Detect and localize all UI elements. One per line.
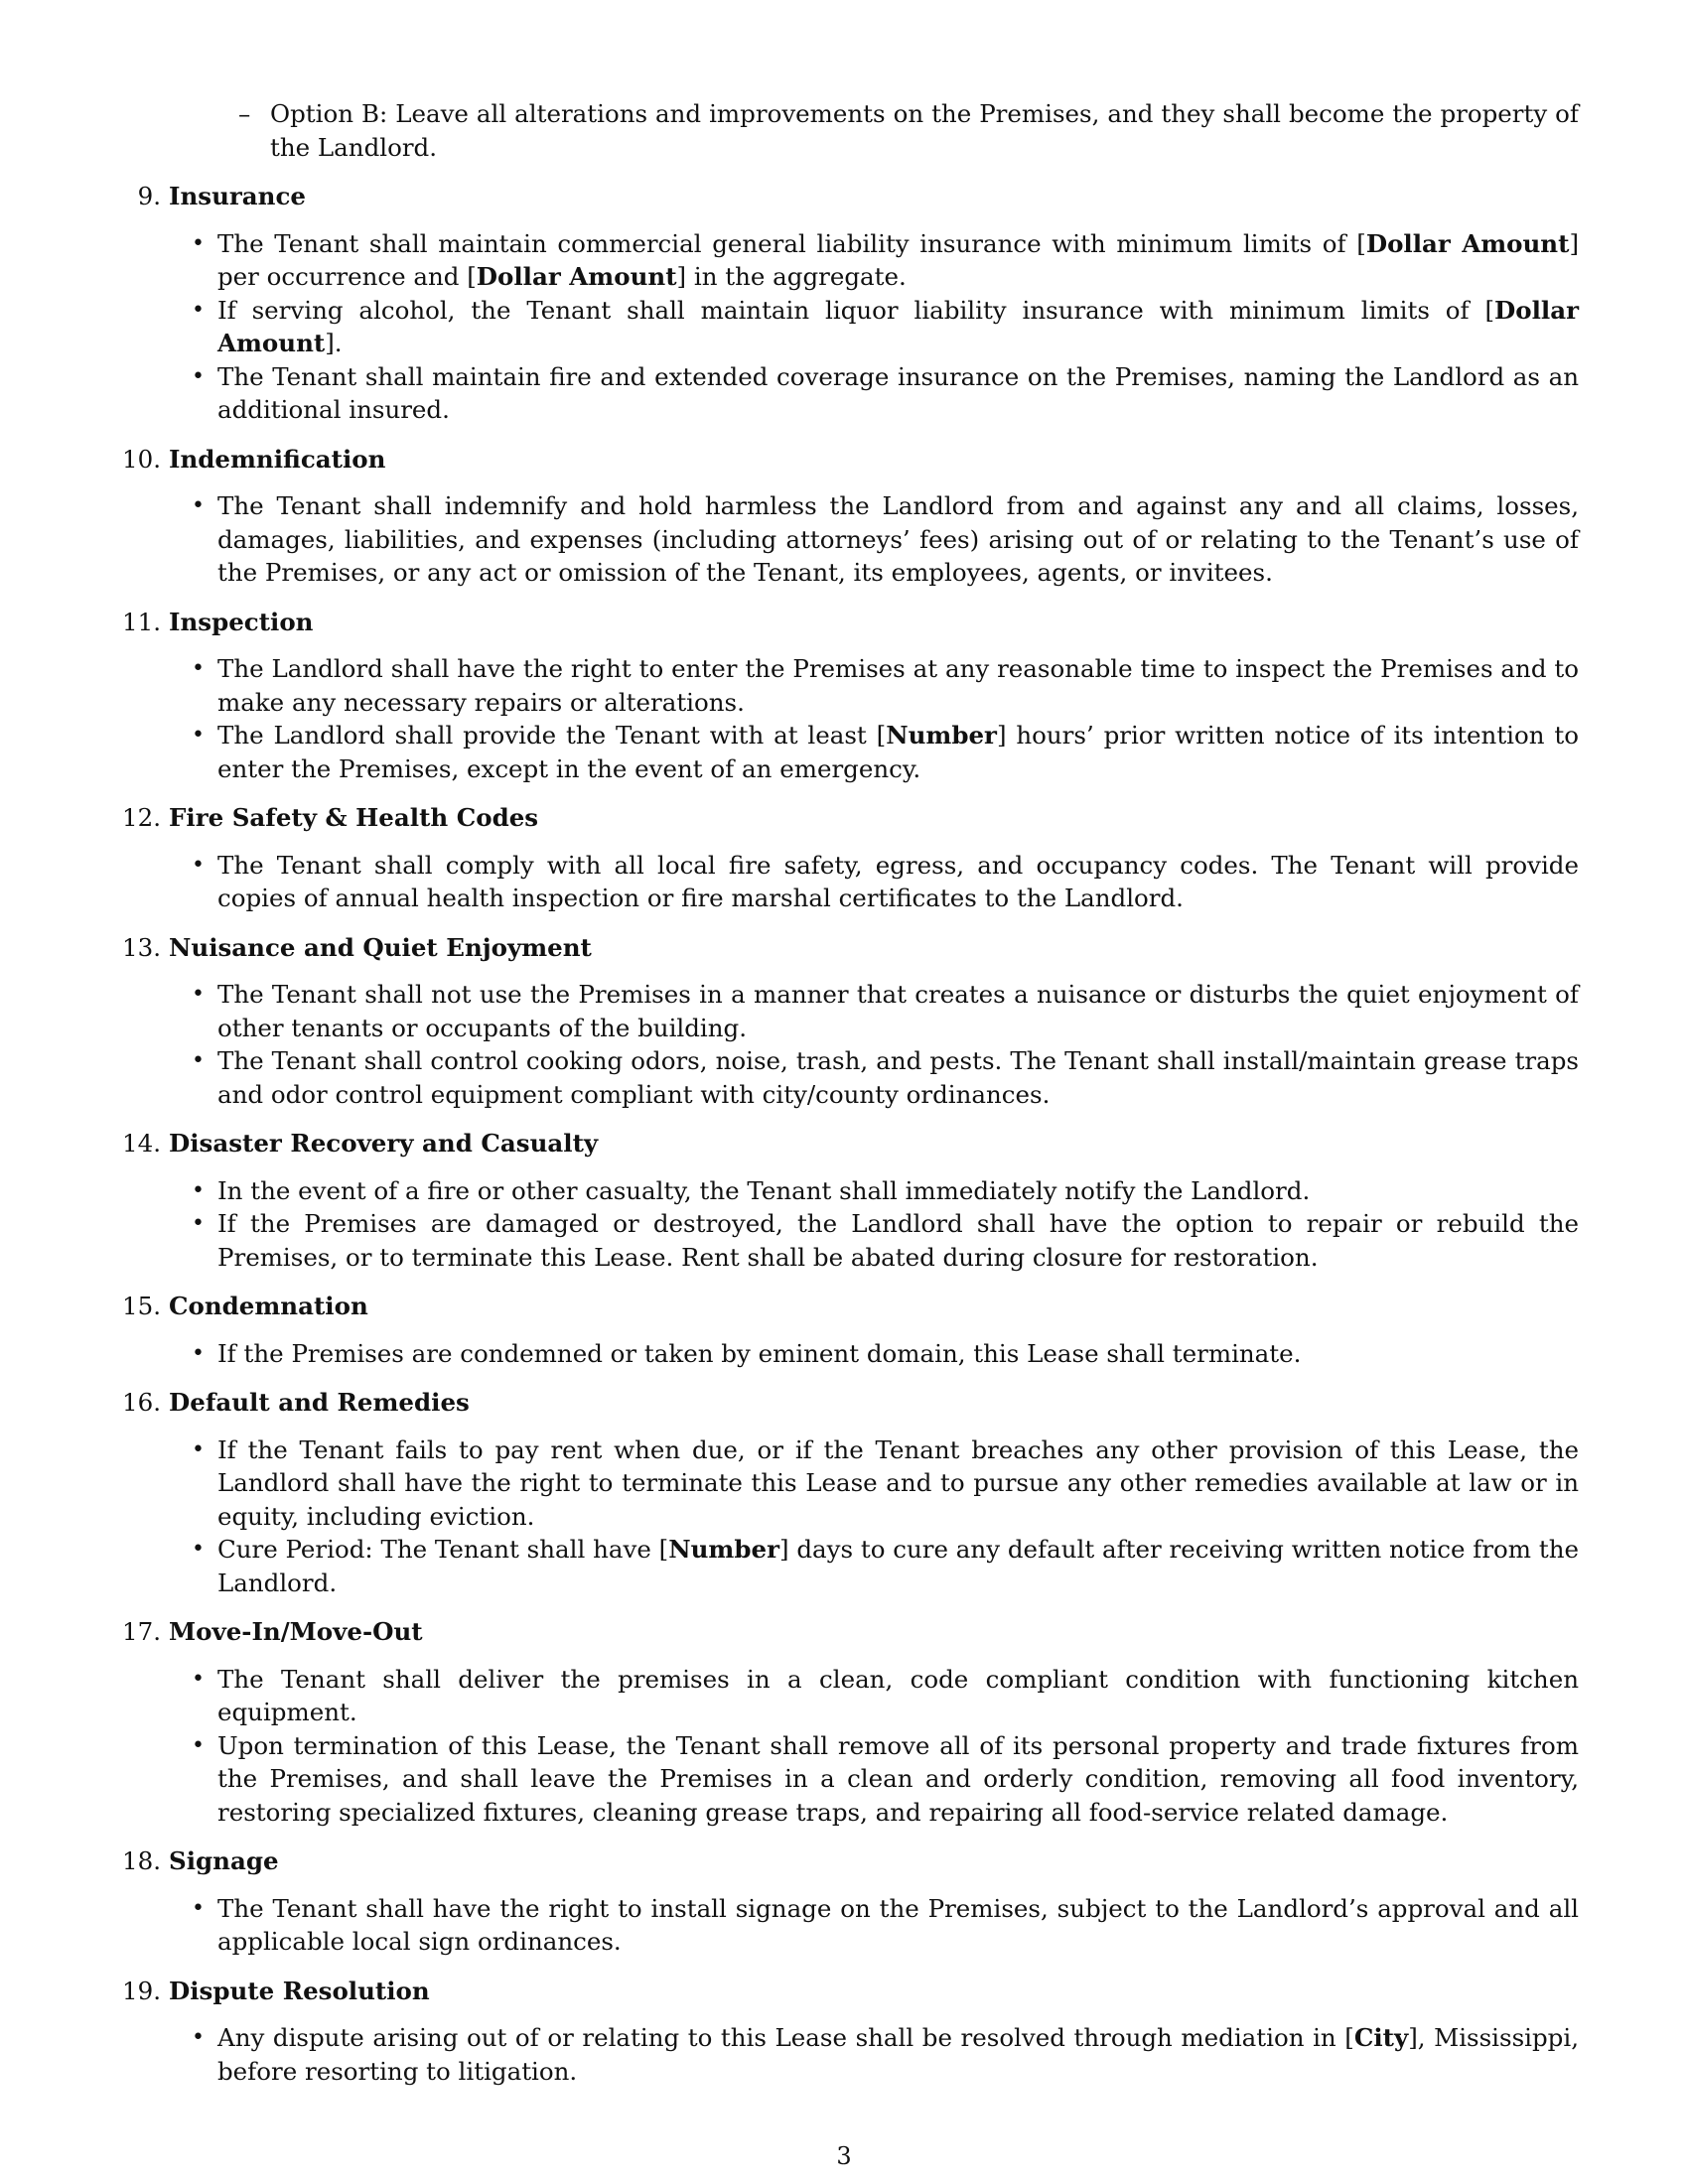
- list-item: [192, 1663, 1579, 1729]
- list-item-text: The Tenant shall have the right to install signage on the Premises, subject to the Landlord’s approval and all applicable local sign ordinances.: [217, 1893, 1579, 1956]
- text-run: The Landlord shall provide the Tenant with at least [: [217, 721, 887, 750]
- text-run: The Tenant shall maintain commercial general liability insurance with minimum limits of [: [217, 228, 1366, 258]
- option-b-line: [238, 97, 1579, 164]
- section-default-remedies: [109, 1386, 1579, 1599]
- list-item: [192, 489, 1579, 590]
- placeholder-dollar-amount: Dollar Amount: [1365, 228, 1570, 258]
- bullet-list: [109, 1433, 1579, 1600]
- list-item: [192, 849, 1579, 915]
- section-condemnation: [109, 1290, 1579, 1370]
- text-run: Cure Period: The Tenant shall have [: [217, 1535, 669, 1564]
- list-item: [192, 227, 1579, 294]
- section-title: Disaster Recovery and Casualty: [169, 1129, 599, 1158]
- bullet-marker: •: [192, 982, 205, 1007]
- list-item-text: If the Tenant fails to pay rent when due, or if the Tenant breaches any other provision of this Lease, the Landlord shall have the right to terminate this Lease and to pursue any other remedies available at law or in equity, including eviction.: [217, 1434, 1579, 1531]
- section-heading: [109, 1290, 1579, 1323]
- section-dispute-resolution: [109, 1975, 1579, 2089]
- section-number: 13.: [122, 932, 161, 962]
- section-number: 18.: [122, 1846, 161, 1875]
- bullet-list: [109, 849, 1579, 915]
- text-run: ] hours’ prior written notice of its intention to enter the Premises, except in the event of an emergency.: [217, 721, 1579, 783]
- list-item: [192, 294, 1579, 360]
- list-item-text: The Landlord shall have the right to enter the Premises at any reasonable time to inspect the Premises and to make any necessary repairs or alterations.: [217, 654, 1579, 717]
- bullet-marker: •: [192, 1537, 205, 1562]
- list-item: [192, 360, 1579, 427]
- section-title: Inspection: [169, 607, 314, 636]
- list-item-text: [217, 294, 1579, 360]
- section-title: Nuisance and Quiet Enjoyment: [169, 932, 592, 962]
- bullet-list: [109, 1337, 1579, 1371]
- section-number: 14.: [122, 1129, 161, 1158]
- option-b-text: Option B: Leave all alterations and improvements on the Premises, and they shall become the property of the Landlord.: [270, 99, 1579, 162]
- text-run: Any dispute arising out of or relating to this Lease shall be resolved through mediation in [: [217, 2023, 1354, 2052]
- section-indemnification: [109, 443, 1579, 590]
- section-heading: [109, 1844, 1579, 1878]
- placeholder-dollar-amount: Dollar Amount: [476, 262, 677, 291]
- list-item: [192, 2021, 1579, 2088]
- list-item: [192, 1892, 1579, 1959]
- list-item-text: If the Premises are condemned or taken by eminent domain, this Lease shall terminate.: [217, 1338, 1302, 1368]
- section-fire-safety: [109, 801, 1579, 915]
- section-heading: [109, 1386, 1579, 1420]
- bullet-list: [109, 2021, 1579, 2088]
- section-inspection: [109, 606, 1579, 786]
- list-item-text: The Tenant shall indemnify and hold harmless the Landlord from and against any and all claims, losses, damages, liabilities, and expenses (including attorneys’ fees) arising out of or relating to the Tenant’s use of the Premises, or any act or omission of the Tenant, its employees, agents, or invitees.: [217, 491, 1579, 587]
- bullet-list: [109, 489, 1579, 590]
- list-item: [192, 1729, 1579, 1830]
- section-number: 19.: [122, 1976, 161, 2005]
- section-title: Dispute Resolution: [169, 1976, 430, 2005]
- list-item-text: In the event of a fire or other casualty, the Tenant shall immediately notify the Landlord.: [217, 1175, 1311, 1205]
- section-title: Fire Safety & Health Codes: [169, 803, 539, 832]
- list-item: [192, 1533, 1579, 1599]
- section-heading: [109, 931, 1579, 965]
- list-item-text: Upon termination of this Lease, the Tenant shall remove all of its personal property and trade fixtures from the Premises, and shall leave the Premises in a clean and orderly condition, removing all food inventory, restoring specialized fixtures, cleaning grease traps, and repairing all food-service related damage.: [217, 1730, 1579, 1827]
- list-item: [192, 1174, 1579, 1208]
- bullet-marker: •: [192, 363, 205, 389]
- bullet-list: [109, 978, 1579, 1111]
- bullet-marker: •: [192, 656, 205, 681]
- bullet-list: [109, 652, 1579, 785]
- text-run: ], Mississippi, before resorting to litigation.: [217, 2023, 1579, 2086]
- section-heading: [109, 180, 1579, 213]
- bullet-marker: •: [192, 1895, 205, 1921]
- placeholder-number: Number: [668, 1535, 779, 1564]
- section-number: 9.: [137, 182, 161, 210]
- bullet-marker: •: [192, 1666, 205, 1692]
- section-title: Insurance: [169, 182, 306, 210]
- section-title: Indemnification: [169, 444, 386, 474]
- placeholder-city: City: [1353, 2023, 1409, 2052]
- section-number: 16.: [122, 1388, 161, 1417]
- list-item-text: The Tenant shall control cooking odors, noise, trash, and pests. The Tenant shall install/maintain grease traps and odor control equipment compliant with city/county ordinances.: [217, 1046, 1579, 1109]
- section-title: Default and Remedies: [169, 1388, 470, 1417]
- text-run: ] days to cure any default after receiving written notice from the Landlord.: [217, 1535, 1579, 1597]
- bullet-marker: •: [192, 1436, 205, 1462]
- text-run: ] per occurrence and [: [217, 228, 1580, 291]
- document-body: [109, 97, 1579, 2104]
- section-number: 12.: [122, 803, 161, 832]
- list-item: [192, 978, 1579, 1044]
- list-item-text: The Tenant shall comply with all local fire safety, egress, and occupancy codes. The Tenant will provide copies of annual health inspection or fire marshal certificates to the Landlord.: [217, 850, 1579, 912]
- list-item-text: [217, 719, 1579, 785]
- section-number: 17.: [122, 1617, 161, 1646]
- list-item: [192, 1433, 1579, 1534]
- text-run: If serving alcohol, the Tenant shall maintain liquor liability insurance with minimum limits of [: [217, 295, 1495, 325]
- section-title: Condemnation: [169, 1292, 368, 1320]
- bullet-marker: •: [192, 1732, 205, 1758]
- section-heading: [109, 606, 1579, 639]
- bullet-list: [109, 1174, 1579, 1275]
- placeholder-dollar-amount: Dollar Amount: [217, 295, 1579, 357]
- section-nuisance: [109, 931, 1579, 1112]
- section-disaster-recovery: [109, 1127, 1579, 1274]
- page-number: 3: [836, 2142, 852, 2170]
- section-signage: [109, 1844, 1579, 1959]
- text-run: ].: [325, 329, 343, 357]
- bullet-marker: •: [192, 230, 205, 256]
- bullet-marker: •: [192, 1211, 205, 1236]
- section-insurance: [109, 180, 1579, 427]
- bullet-marker: •: [192, 723, 205, 748]
- section-number: 15.: [122, 1292, 161, 1320]
- section-heading: [109, 1975, 1579, 2008]
- list-item: [192, 1207, 1579, 1274]
- text-run: ] in the aggregate.: [676, 262, 907, 291]
- dash-marker: –: [238, 99, 251, 128]
- section-heading: [109, 801, 1579, 835]
- list-item: [192, 719, 1579, 785]
- list-item-text: The Tenant shall not use the Premises in a manner that creates a nuisance or disturbs the quiet enjoyment of other tenants or occupants of the building.: [217, 980, 1579, 1042]
- section-title: Move-In/Move-Out: [169, 1617, 423, 1646]
- section-number: 10.: [122, 444, 161, 474]
- section-title: Signage: [169, 1846, 279, 1875]
- list-item-text: The Tenant shall deliver the premises in a clean, code compliant condition with functioning kitchen equipment.: [217, 1664, 1579, 1726]
- bullet-marker: •: [192, 2025, 205, 2050]
- list-item-text: If the Premises are damaged or destroyed, the Landlord shall have the option to repair or rebuild the Premises, or to terminate this Lease. Rent shall be abated during closure for restoration.: [217, 1209, 1579, 1272]
- section-move-in-move-out: [109, 1615, 1579, 1829]
- section-number: 11.: [122, 607, 161, 636]
- list-item-text: The Tenant shall maintain fire and extended coverage insurance on the Premises, naming the Landlord as an additional insured.: [217, 361, 1579, 424]
- list-item-text: [217, 227, 1579, 294]
- bullet-marker: •: [192, 297, 205, 323]
- bullet-list: [109, 1892, 1579, 1959]
- list-item-text: [217, 1533, 1579, 1599]
- bullet-list: [109, 1663, 1579, 1830]
- section-heading: [109, 1127, 1579, 1160]
- list-item-text: [217, 2021, 1579, 2088]
- section-heading: [109, 1615, 1579, 1649]
- section-heading: [109, 443, 1579, 477]
- list-item: [192, 1044, 1579, 1111]
- bullet-marker: •: [192, 493, 205, 518]
- bullet-marker: •: [192, 1340, 205, 1366]
- bullet-list: [109, 227, 1579, 427]
- list-item: [192, 1337, 1579, 1371]
- list-item: [192, 652, 1579, 719]
- bullet-marker: •: [192, 1177, 205, 1203]
- placeholder-number: Number: [886, 721, 997, 750]
- bullet-marker: •: [192, 1048, 205, 1073]
- bullet-marker: •: [192, 852, 205, 878]
